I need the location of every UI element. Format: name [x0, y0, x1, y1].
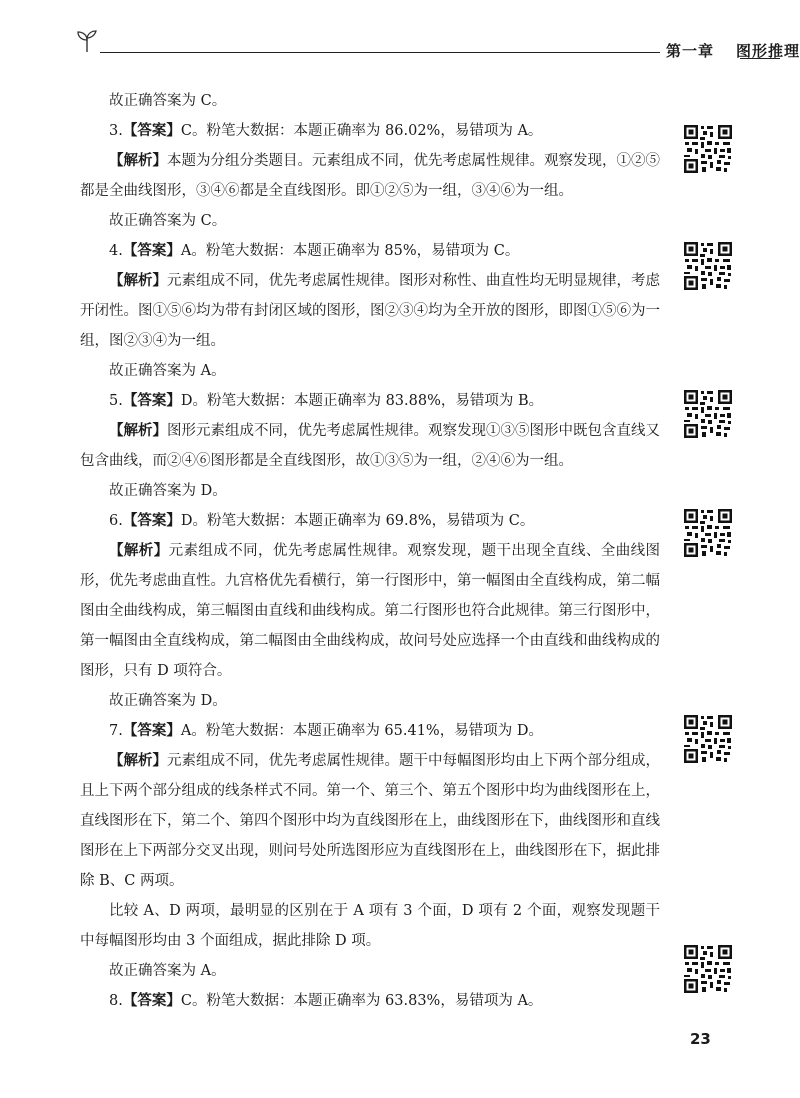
qr-code-icon-q6[interactable] [683, 508, 733, 558]
qr-code-icon-q3[interactable] [683, 124, 733, 174]
sprout-icon [74, 28, 100, 54]
chapter-name: 图形推理 [736, 42, 800, 60]
conclusion-line: 故正确答案为 A。 [109, 363, 226, 379]
comparison-paragraph-q7: 比较 A、D 两项，最明显的区别在于 A 项有 3 个面，D 项有 2 个面，观察发现题干中每幅图形均由 3 个面组成，据此排除 D 项。 [80, 903, 660, 949]
answer-line-q6: 6.【答案】D。粉笔大数据：本题正确率为 69.8%，易错项为 C。 [109, 512, 535, 529]
analysis-paragraph-q3: 【解析】本题为分组分类题目。元素组成不同，优先考虑属性规律。观察发现，①②⑤都是全曲线图形，③④⑥都是全直线图形。即①②⑤为一组，③④⑥为一组。 [80, 152, 660, 199]
analysis-label: 解析 [123, 753, 153, 769]
analysis-paragraph-q7: 【解析】元素组成不同，优先考虑属性规律。题干中每幅图形均由上下两个部分组成，且上下两个部分组成的线条样式不同。第一个、第三个、第五个图形中均为曲线图形在上，直线图形在下，第二个、第四个图形中均为直线图形在上，曲线图形在下，曲线图形和直线图形在上下两部分交叉出现，则问号处所选图形应为直线图形在上，曲线图形在下，据此排除 B、C 两项。 [80, 752, 660, 889]
analysis-label: 解析 [123, 153, 153, 169]
answer-line-q5: 5.【答案】D。粉笔大数据：本题正确率为 83.88%，易错项为 B。 [109, 392, 544, 409]
answer-line-q7: 7.【答案】A。粉笔大数据：本题正确率为 65.41%，易错项为 D。 [109, 722, 543, 739]
conclusion-line: 故正确答案为 C。 [109, 213, 227, 229]
qr-code-icon-q7[interactable] [683, 714, 733, 764]
conclusion-line: 故正确答案为 D。 [109, 693, 227, 709]
page-body [80, 86, 660, 1016]
page-header [60, 18, 800, 68]
qr-code-icon-q5[interactable] [683, 389, 733, 439]
qr-code-icon-q8[interactable] [683, 944, 733, 994]
analysis-label: 解析 [123, 543, 154, 559]
analysis-paragraph-q6: 【解析】元素组成不同，优先考虑属性规律。观察发现，题干出现全直线、全曲线图形，优先考虑曲直性。九宫格优先看横行，第一行图形中，第一幅图由全直线构成，第二幅图由全曲线构成，第三幅图由直线和曲线构成。第二行图形也符合此规律。第三行图形中，第一幅图由全直线构成，第二幅图由全曲线构成，故问号处应选择一个由直线和曲线构成的图形，只有 D 项符合。 [80, 542, 661, 679]
answer-label: 答案 [137, 243, 167, 259]
analysis-paragraph-q5: 【解析】图形元素组成不同，优先考虑属性规律。观察发现①③⑤图形中既包含直线又包含曲线，而②④⑥图形都是全直线图形，故①③⑤为一组，②④⑥为一组。 [80, 422, 660, 469]
answer-label: 答案 [137, 513, 167, 529]
page-number: 23 [690, 1030, 711, 1048]
chapter-number: 第一章 [666, 42, 715, 60]
answer-line-q4: 4.【答案】A。粉笔大数据：本题正确率为 85%，易错项为 C。 [109, 242, 520, 259]
conclusion-line: 故正确答案为 C。 [109, 93, 227, 109]
analysis-label: 解析 [123, 273, 153, 289]
analysis-paragraph-q4: 【解析】元素组成不同，优先考虑属性规律。图形对称性、曲直性均无明显规律，考虑开闭性。图①⑤⑥均为带有封闭区域的图形，图②③④均为全开放的图形，即图①⑤⑥为一组，图②③④为一组。 [80, 272, 660, 349]
answer-line-q3: 3.【答案】C。粉笔大数据：本题正确率为 86.02%，易错项为 A。 [109, 122, 543, 139]
qr-code-icon-q4[interactable] [683, 241, 733, 291]
header-rule [100, 52, 660, 53]
answer-label: 答案 [137, 993, 167, 1009]
answer-line-q8: 8.【答案】C。粉笔大数据：本题正确率为 63.83%，易错项为 A。 [109, 992, 543, 1009]
analysis-label: 解析 [123, 423, 153, 439]
conclusion-line: 故正确答案为 A。 [109, 963, 226, 979]
header-rule-right [740, 58, 780, 59]
answer-label: 答案 [137, 723, 167, 739]
answer-label: 答案 [137, 123, 167, 139]
answer-label: 答案 [137, 393, 167, 409]
conclusion-line: 故正确答案为 D。 [109, 483, 227, 499]
